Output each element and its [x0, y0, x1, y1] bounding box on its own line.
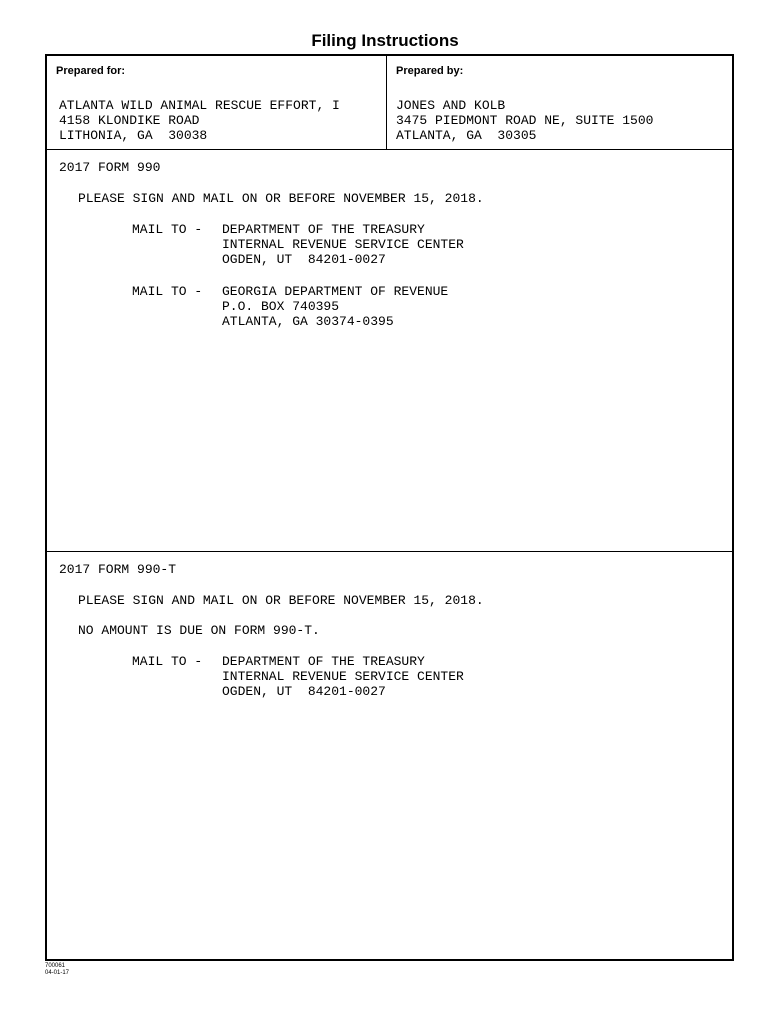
form-990-heading: 2017 FORM 990	[59, 160, 161, 175]
prepared-by-address	[396, 98, 653, 143]
form-footer	[45, 963, 69, 977]
prepared-for-address	[59, 98, 340, 143]
prepared-by-line-3: ATLANTA, GA 30305	[396, 128, 537, 143]
form-990t-instruction: PLEASE SIGN AND MAIL ON OR BEFORE NOVEMBER 15, 2018.	[78, 593, 484, 608]
irs-address-line-2: INTERNAL REVENUE SERVICE CENTER	[222, 237, 464, 252]
irs-990t-address-line-3: OGDEN, UT 84201-0027	[222, 684, 386, 699]
form-990-mail-to-address-2	[222, 284, 448, 329]
prepared-by-block	[387, 56, 732, 149]
prepared-by-line-2: 3475 PIEDMONT ROAD NE, SUITE 1500	[396, 113, 654, 128]
prepared-by-label: Prepared by:	[396, 65, 464, 77]
footer-date: 04-01-17	[45, 970, 70, 976]
header-section	[47, 56, 732, 150]
form-990-instruction: PLEASE SIGN AND MAIL ON OR BEFORE NOVEMBER 15, 2018.	[78, 191, 484, 206]
irs-990t-address-line-2: INTERNAL REVENUE SERVICE CENTER	[222, 669, 464, 684]
georgia-address-line-3: ATLANTA, GA 30374-0395	[222, 314, 394, 329]
prepared-for-line-3: LITHONIA, GA 30038	[59, 128, 208, 143]
prepared-by-line-1: JONES AND KOLB	[396, 98, 506, 113]
form-990-section	[47, 150, 732, 552]
prepared-for-line-2: 4158 KLONDIKE ROAD	[59, 113, 200, 128]
form-990-mail-to-prefix-1: MAIL TO -	[132, 222, 203, 237]
prepared-for-label: Prepared for:	[56, 65, 126, 77]
prepared-for-line-1: ATLANTA WILD ANIMAL RESCUE EFFORT, I	[59, 98, 340, 113]
irs-address-line-3: OGDEN, UT 84201-0027	[222, 252, 386, 267]
page-title: Filing Instructions	[311, 31, 459, 50]
form-990t-mail-to-prefix: MAIL TO -	[132, 654, 203, 669]
irs-990t-address-line-1: DEPARTMENT OF THE TREASURY	[222, 654, 425, 669]
form-990t-mail-to-address	[222, 654, 464, 699]
form-990t-section	[47, 552, 732, 959]
instructions-frame	[45, 54, 734, 961]
irs-address-line-1: DEPARTMENT OF THE TREASURY	[222, 222, 425, 237]
georgia-address-line-1: GEORGIA DEPARTMENT OF REVENUE	[222, 284, 449, 299]
form-990-mail-to-prefix-2: MAIL TO -	[132, 284, 203, 299]
prepared-for-block	[47, 56, 387, 149]
form-990-mail-to-address-1	[222, 222, 464, 267]
form-990t-heading: 2017 FORM 990-T	[59, 562, 177, 577]
georgia-address-line-2: P.O. BOX 740395	[222, 299, 340, 314]
form-990t-note: NO AMOUNT IS DUE ON FORM 990-T.	[78, 623, 320, 638]
footer-code: 700061	[45, 963, 66, 969]
